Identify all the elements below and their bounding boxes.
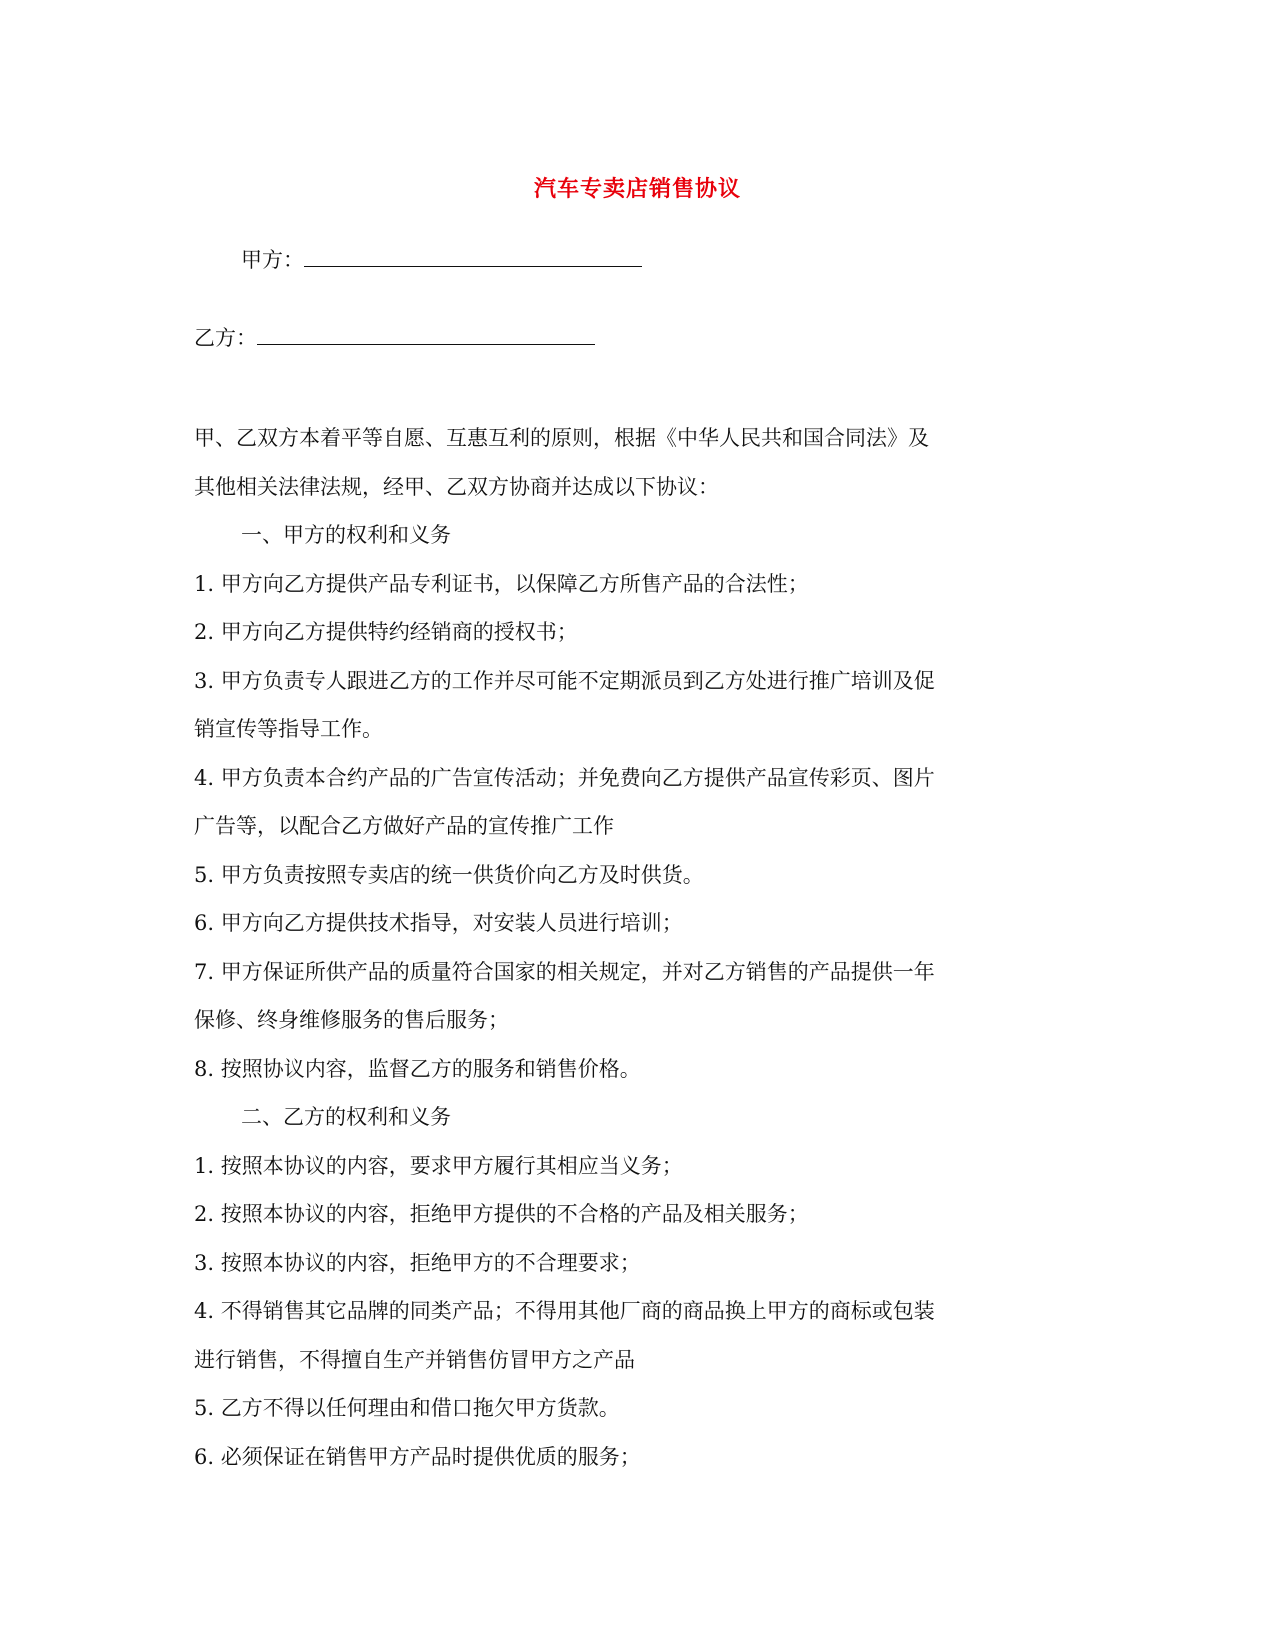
document-title: 汽车专卖店销售协议 <box>533 176 741 202</box>
body-line: 5. 甲方负责按照专卖店的统一供货价向乙方及时供货。 <box>194 862 704 887</box>
body-line: 6. 甲方向乙方提供技术指导，对安装人员进行培训； <box>194 911 683 935</box>
body-line: 8. 按照协议内容，监督乙方的服务和销售价格。 <box>194 1056 641 1081</box>
body-line: 其他相关法律法规，经甲、乙双方协商并达成以下协议： <box>194 474 719 499</box>
body-line: 6. 必须保证在销售甲方产品时提供优质的服务； <box>194 1444 641 1469</box>
party-b-blank <box>257 324 595 345</box>
agreement-body <box>194 414 1094 1481</box>
body-line: 保修、终身维修服务的售后服务； <box>194 1008 509 1032</box>
body-line: 广告等，以配合乙方做好产品的宣传推广工作 <box>194 814 614 838</box>
body-line: 3. 按照本协议的内容，拒绝甲方的不合理要求； <box>194 1250 641 1275</box>
body-line: 4. 不得销售其它品牌的同类产品；不得用其他厂商的商品换上甲方的商标或包装 <box>194 1299 935 1323</box>
body-line: 销宣传等指导工作。 <box>194 717 383 741</box>
body-line: 1. 按照本协议的内容，要求甲方履行其相应当义务； <box>194 1153 683 1178</box>
body-line: 2. 甲方向乙方提供特约经销商的授权书； <box>194 620 578 644</box>
party-a-blank <box>304 246 642 267</box>
body-line: 4. 甲方负责本合约产品的广告宣传活动；并免费向乙方提供产品宣传彩页、图片 <box>194 765 935 790</box>
section-heading: 二、乙方的权利和义务 <box>241 1105 451 1129</box>
party-b-label: 乙方： <box>194 326 257 350</box>
body-line: 甲、乙双方本着平等自愿、互惠互利的原则，根据《中华人民共和国合同法》及 <box>194 426 929 450</box>
body-line: 2. 按照本协议的内容，拒绝甲方提供的不合格的产品及相关服务； <box>194 1202 809 1226</box>
body-line: 7. 甲方保证所供产品的质量符合国家的相关规定，并对乙方销售的产品提供一年 <box>194 959 935 984</box>
body-line: 5. 乙方不得以任何理由和借口拖欠甲方货款。 <box>194 1396 620 1420</box>
party-a-label: 甲方： <box>241 248 304 272</box>
party-b-line <box>194 322 595 352</box>
body-line: 进行销售，不得擅自生产并销售仿冒甲方之产品 <box>194 1347 635 1372</box>
body-line: 3. 甲方负责专人跟进乙方的工作并尽可能不定期派员到乙方处进行推广培训及促 <box>194 668 935 693</box>
section-heading: 一、甲方的权利和义务 <box>241 523 451 547</box>
body-line: 1. 甲方向乙方提供产品专利证书，以保障乙方所售产品的合法性； <box>194 571 809 596</box>
party-a-line <box>241 244 642 274</box>
